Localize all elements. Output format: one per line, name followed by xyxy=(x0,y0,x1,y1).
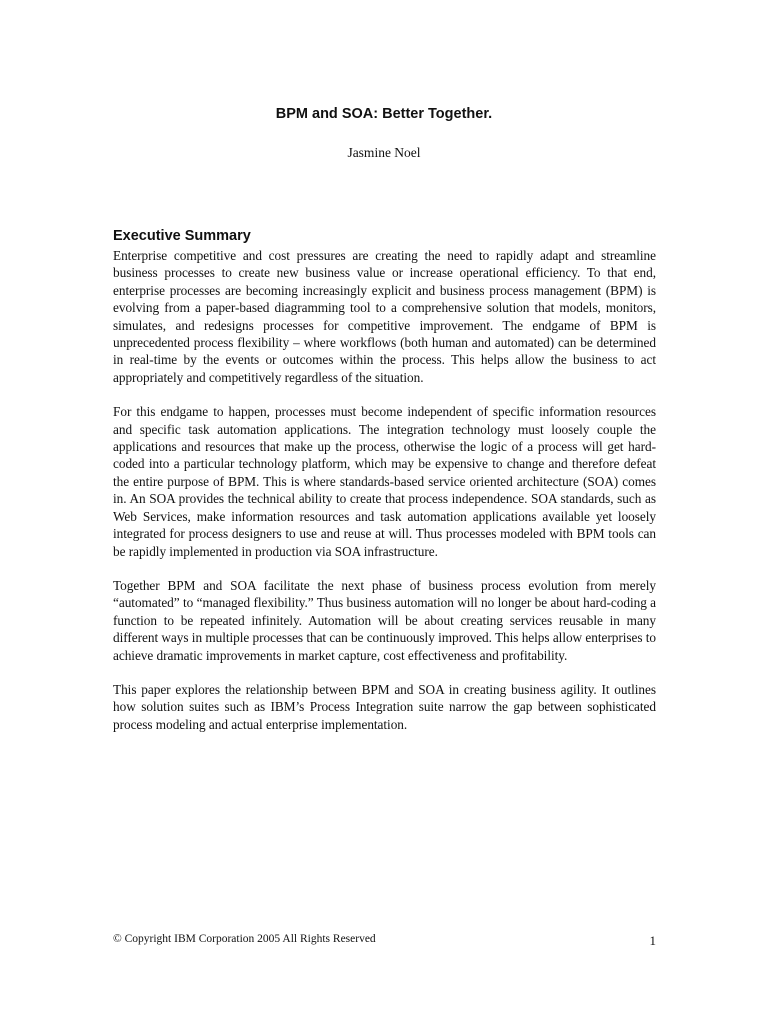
document-author: Jasmine Noel xyxy=(347,145,421,160)
paragraph-2: For this endgame to happen, processes must become independent of specific information resources and specific task automation applications. The integration technology must loosely couple the applications and resources that make up the process, otherwise the logic of a process will get hard-coded into a particular technology platform, which may be expensive to change and therefore defeat the entire purpose of BPM. This is where standards-based service oriented architecture (SOA) comes in. An SOA provides the technical ability to create that process independence. SOA standards, such as Web Services, make information resources and task automation applications available yet loosely integrated for process designers to use and reuse at will. Thus processes modeled with BPM tools can be rapidly implemented in production via SOA infrastructure. xyxy=(113,404,656,559)
paragraph-4: This paper explores the relationship between BPM and SOA in creating business agility. It outlines how solution suites such as IBM’s Process Integration suite narrow the gap between sophisticated process modeling and actual enterprise implementation. xyxy=(113,681,656,732)
section-heading: Executive Summary xyxy=(113,228,251,244)
page-number: 1 xyxy=(649,933,656,948)
paragraph-1: Enterprise competitive and cost pressures are creating the need to rapidly adapt and streamline business processes to create new business value or increase operational efficiency. To that end, enterprise processes are becoming increasingly explicit and business process management (BPM) is evolving from a paper-based diagramming tool to a comprehensive solution that models, monitors, simulates, and redesigns processes for competitive improvement. The endgame of BPM is unprecedented process flexibility – where workflows (both human and automated) can be determined in real-time by the events or outcomes within the process. This helps allow the business to act appropriately and competitively regardless of the situation. xyxy=(113,248,656,385)
paragraph-3: Together BPM and SOA facilitate the next phase of business process evolution from merely “automated” to “managed flexibility.” Thus business automation will no longer be about hard-coding a function to be repeated infinitely. Automation will be about creating services reusable in many different ways in multiple processes that can be continuously improved. This helps allow enterprises to achieve dramatic improvements in market capture, cost effectiveness and profitability. xyxy=(113,577,656,663)
document-body xyxy=(113,227,656,750)
footer-copyright: © Copyright IBM Corporation 2005 All Rights Reserved xyxy=(113,933,376,945)
document-title: BPM and SOA: Better Together. xyxy=(275,106,493,122)
